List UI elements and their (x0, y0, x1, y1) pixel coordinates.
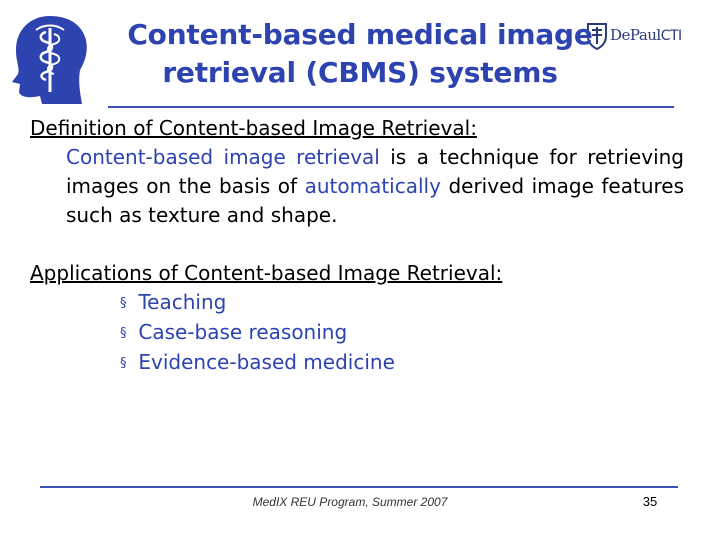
spacer (30, 230, 684, 259)
depaul-wordmark: DePaulCTI (610, 26, 682, 44)
page-number: 35 (642, 494, 658, 509)
definition-highlight: automatically (304, 174, 441, 198)
bullet-icon: § (120, 326, 127, 341)
head-profile-caduceus-logo (6, 12, 88, 104)
footer-divider (40, 486, 678, 488)
definition-paragraph (66, 143, 684, 230)
applications-heading: Applications of Content-based Image Retrieval: (30, 261, 503, 285)
definition-term: Content-based image retrieval (66, 145, 380, 169)
slide-title (100, 16, 620, 92)
footer-text: MedIX REU Program, Summer 2007 (252, 495, 448, 509)
definition-text-a: is a technique for retrieving images on the basis of (66, 145, 684, 198)
list-item: § Teaching (120, 288, 684, 318)
slide-title-line-1: Content-based medical image (127, 18, 593, 51)
bullet-icon: § (120, 356, 127, 371)
bullet-icon: § (120, 296, 127, 311)
slide-body (30, 114, 684, 378)
list-item: § Case-base reasoning (120, 318, 684, 348)
definition-heading: Definition of Content-based Image Retrieval: (30, 116, 477, 140)
applications-list (120, 288, 684, 378)
slide-title-line-2: retrieval (CBMS) systems (162, 56, 558, 89)
definition-text-b: derived image features such as texture and shape. (66, 174, 684, 227)
list-item: § Evidence-based medicine (120, 348, 684, 378)
title-divider (108, 106, 674, 108)
